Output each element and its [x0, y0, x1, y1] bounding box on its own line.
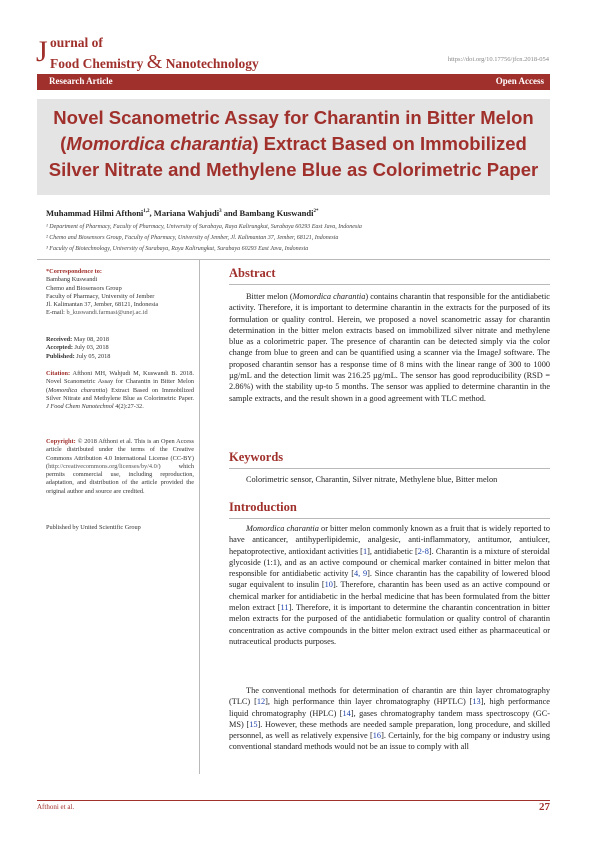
citation-link[interactable]: 1: [362, 546, 368, 556]
corr-line: Bambang Kuswandi: [46, 276, 98, 284]
citation-link[interactable]: 16: [372, 731, 382, 741]
citation-link[interactable]: 4, 9: [353, 569, 368, 579]
introduction-paragraph-2: The conventional methods for determination of charantin are thin layer chromatography (TLC) [12], high performance thin layer chromatography (HPTLC) [13], high performance liquid chromatography (HPLC) [14], gases chromatography tandem mass spectroscopy (GC-MS) [15]. However, these methods are needed sample preparation, long procedure, and skilled personnel, as well as relatively expensive [16]. Certainly, for the big company or industry using conventional standard methods would not be an issue to comply with all: [229, 686, 550, 752]
citation-link[interactable]: 10: [324, 580, 333, 590]
abstract-rule: [229, 284, 550, 285]
affiliation-3: ³ Faculty of Biotechnology, University of Surabaya, Raya Kalirungkut, Surabaya 60293 East Java, Indonesia: [46, 246, 309, 252]
paper-title: Novel Scanometric Assay for Charantin in Bitter Melon (Momordica charantia) Extract Based on Immobilized Silver Nitrate and Methylene Blue as Colorimetric Paper: [48, 107, 539, 180]
introduction-paragraph-1: Momordica charantia or bitter melon commonly known as a fruit that is widely reported to have anticancer, antihyperlipidemic, analgesic, anti-inflammatory, antitumor, antiulcer, hepatoprotective, antioxidant activities [1], antidiabetic [2-8]. Charantin is a mixture of steroidal glycoside (1:1), and as an active compound or chemical marker contained in bitter melon that responsible for antidiabetic activity [4, 9]. Since charantin has the capability of lowered blood sugar equivalent to insulin [10]. Therefore, charantin has been used as an active compound or chemical marker for antidiabetic in the herbal medicine that has been formulated from the bitter melon extract [11]. Therefore, it is important to determine the charantin concentration in bitter melon extracts for the purposed of the antidiabetic formulation or quality control of charantin concentration as active compounds in the bitter melon extract used either as pharmaceutical or nutraceutical products purposes.: [229, 524, 551, 646]
footer-rule: [37, 800, 550, 801]
title-box: [37, 99, 550, 195]
accepted-date: Accepted: July 03, 2018: [46, 344, 109, 352]
logo-initial: J: [36, 35, 48, 68]
email-line: E-mail: b_kuswandi.farmasi@unej.ac.id: [46, 309, 148, 317]
citation-block: Citation: Afthoni MH, Wahjudi M, Kuswandi B. 2018. Novel Scanometric Assay for Charantin in Bitter Melon (Momordica charantia) Extract Based on Immobilized Silver Nitrate and Methylene Blue as Colorimetric Paper. J Food Chem Nanotechnol 4(2):27-32.: [46, 370, 194, 411]
affiliation-1: ¹ Department of Pharmacy, Faculty of Pharmacy, University of Surabaya, Raya Kalirungkut, Surabaya 60293 East Java, Indonesia: [46, 224, 362, 230]
received-date: Received: May 08, 2018: [46, 336, 109, 343]
column-divider: [199, 259, 200, 774]
logo-line-2: Food Chemistry & Nanotechnology: [50, 51, 259, 73]
introduction-rule: [229, 518, 550, 519]
citation-link[interactable]: 2-8: [417, 546, 429, 556]
corr-line: Jl. Kalimantan 37, Jember, 68121, Indonesia: [46, 301, 159, 309]
author-list: Muhammad Hilmi Afthoni$^{1,2}$, Mariana Wahjudi$^3$ and Bambang Kuswandi$^{2*}$: [46, 208, 319, 218]
citation-link[interactable]: 15: [249, 719, 258, 729]
correspondence-label: *Correspondence to:: [46, 268, 103, 275]
citation-link[interactable]: 12: [256, 697, 266, 707]
citation-link[interactable]: 13: [472, 697, 481, 707]
citation-link[interactable]: 14: [342, 708, 351, 718]
logo-line-1: ournal of: [50, 35, 103, 50]
abstract-text: Bitter melon (Momordica charantia) contains charantin that responsible for the antidiabetic activity. Therefore, it is important to determine charantin in the extracts for the purposed of its formulation or quality control. Herein, we proposed a novel scanometric assay for charantin determination in the bitter melon extracts based on immobilized silver nitrate and methylene blue as a colorimetric paper. The presence of charantin can be detected simply via the color change from blue to green and can be quantified using a scanner via the ImageJ software. The proposed charantin sensor has a response time of 8 mins with the linear range of 300 to 1000 µg/mL and the detection limit was 216.25 µg/mL. The sensor has good reproducibility (RSD = 2.86%) with the stability up-to 5 months. The sensor was applied to determine charantin in the sample extracts, and the result shown in a good agreement with TLC method.: [229, 292, 550, 403]
corr-line: Faculty of Pharmacy, University of Jember: [46, 292, 155, 300]
footer-author: Afthoni et al.: [37, 803, 75, 811]
introduction-heading: Introduction: [229, 500, 297, 514]
keywords-text: Colorimetric sensor, Charantin, Silver nitrate, Methylene blue, Bitter melon: [246, 475, 498, 484]
copyright-block: Copyright: © 2018 Afthoni et al. This is an Open Access article distributed under the terms of the Creative Commons Attribution 4.0 International License (CC-BY) (http://creativecommons.org/licenses/by/4.0/) which permits commercial use, including reproduction, adaptation, and distribution of the article provided the original author and source are credited.: [46, 438, 194, 495]
dates-block: [46, 336, 194, 361]
keywords-heading: Keywords: [229, 450, 284, 464]
citation-link[interactable]: 11: [280, 603, 289, 613]
article-type-banner: [37, 74, 550, 90]
journal-logo: [36, 32, 296, 74]
keywords-rule: [229, 468, 550, 469]
header-divider: [37, 259, 550, 260]
affiliation-2: ² Chemo and Biosensors Group, Faculty of Pharmacy, University of Jember, Jl. Kalimantan 37, Jember, 68121, Indonesia: [46, 235, 339, 241]
page-number: 27: [539, 801, 550, 813]
abstract-heading: Abstract: [229, 266, 276, 280]
correspondence-block: [46, 268, 194, 318]
publisher-line: Published by United Scientific Group: [46, 524, 141, 531]
article-type-label: Research Article: [49, 76, 113, 86]
published-date: Published: July 05, 2018: [46, 352, 111, 360]
license-link[interactable]: http://creativecommons.org/licenses/by/4.0/: [48, 462, 159, 470]
open-access-label: Open Access: [495, 76, 544, 86]
corr-line: Chemo and Biosensors Group: [46, 284, 122, 292]
email-link[interactable]: b_kuswandi.farmasi@unej.ac.id: [66, 309, 148, 317]
doi-link[interactable]: https://doi.org/10.17756/jfcn.2018-054: [447, 56, 549, 63]
